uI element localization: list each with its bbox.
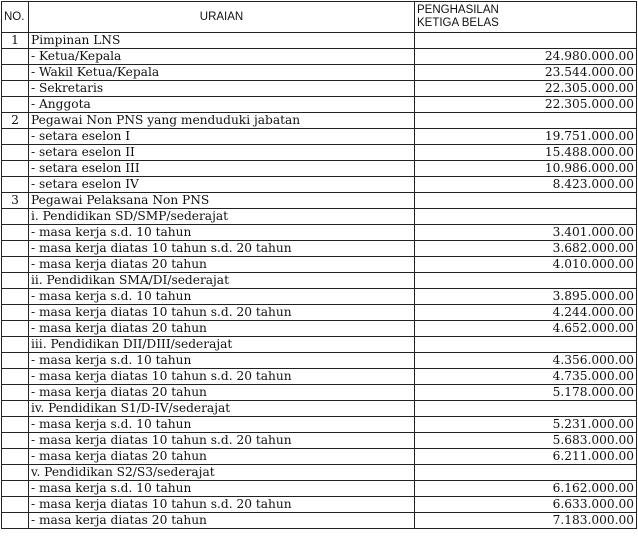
value-cell-empty bbox=[415, 33, 637, 49]
row-value: 22.305.000.00 bbox=[415, 97, 637, 113]
row-label: - masa kerja s.d. 10 tahun bbox=[29, 417, 415, 433]
row-value: 3.401.000.00 bbox=[415, 225, 637, 241]
header-penghasilan-line1: PENGHASILAN bbox=[417, 4, 499, 16]
table-row bbox=[2, 49, 637, 65]
row-label: - masa kerja s.d. 10 tahun bbox=[29, 225, 415, 241]
group-row bbox=[2, 273, 637, 289]
group-title: i. Pendidikan SD/SMP/sederajat bbox=[29, 209, 415, 225]
table-row bbox=[2, 129, 637, 145]
number-cell-empty bbox=[2, 337, 29, 353]
number-cell-empty bbox=[2, 145, 29, 161]
number-cell-empty bbox=[2, 513, 29, 529]
section-row bbox=[2, 33, 637, 49]
row-value: 4.010.000.00 bbox=[415, 257, 637, 273]
table-row bbox=[2, 353, 637, 369]
number-cell-empty bbox=[2, 81, 29, 97]
row-label: - masa kerja diatas 20 tahun bbox=[29, 385, 415, 401]
row-value: 22.305.000.00 bbox=[415, 81, 637, 97]
row-label: - setara eselon IV bbox=[29, 177, 415, 193]
row-value: 19.751.000.00 bbox=[415, 129, 637, 145]
table-row bbox=[2, 97, 637, 113]
number-cell-empty bbox=[2, 497, 29, 513]
table-header-row bbox=[2, 2, 637, 33]
table-row bbox=[2, 497, 637, 513]
section-row bbox=[2, 113, 637, 129]
number-cell-empty bbox=[2, 209, 29, 225]
table-row bbox=[2, 513, 637, 529]
group-title: iv. Pendidikan S1/D-IV/sederajat bbox=[29, 401, 415, 417]
row-label: - masa kerja diatas 10 tahun s.d. 20 tahun bbox=[29, 369, 415, 385]
value-cell-empty bbox=[415, 113, 637, 129]
group-row bbox=[2, 401, 637, 417]
number-cell-empty bbox=[2, 273, 29, 289]
table-row bbox=[2, 385, 637, 401]
row-value: 15.488.000.00 bbox=[415, 145, 637, 161]
row-label: - masa kerja diatas 20 tahun bbox=[29, 321, 415, 337]
table-row bbox=[2, 289, 637, 305]
number-cell-empty bbox=[2, 129, 29, 145]
number-cell-empty bbox=[2, 449, 29, 465]
row-label: - masa kerja diatas 20 tahun bbox=[29, 513, 415, 529]
row-label: - masa kerja s.d. 10 tahun bbox=[29, 353, 415, 369]
row-label: - setara eselon I bbox=[29, 129, 415, 145]
row-value: 10.986.000.00 bbox=[415, 161, 637, 177]
row-value: 3.895.000.00 bbox=[415, 289, 637, 305]
row-value: 5.683.000.00 bbox=[415, 433, 637, 449]
table-row bbox=[2, 65, 637, 81]
section-title: Pimpinan LNS bbox=[29, 33, 415, 49]
value-cell-empty bbox=[415, 401, 637, 417]
number-cell-empty bbox=[2, 465, 29, 481]
number-cell-empty bbox=[2, 161, 29, 177]
table-row bbox=[2, 145, 637, 161]
header-penghasilan-line2: KETIGA BELAS bbox=[417, 17, 499, 29]
row-label: - masa kerja diatas 10 tahun s.d. 20 tahun bbox=[29, 497, 415, 513]
row-label: - Sekretaris bbox=[29, 81, 415, 97]
row-value: 4.244.000.00 bbox=[415, 305, 637, 321]
row-label: - setara eselon II bbox=[29, 145, 415, 161]
table-row bbox=[2, 257, 637, 273]
number-cell-empty bbox=[2, 321, 29, 337]
table-row bbox=[2, 321, 637, 337]
row-label: - masa kerja diatas 20 tahun bbox=[29, 257, 415, 273]
row-label: - Anggota bbox=[29, 97, 415, 113]
table-row bbox=[2, 305, 637, 321]
row-label: - masa kerja s.d. 10 tahun bbox=[29, 289, 415, 305]
number-cell-empty bbox=[2, 289, 29, 305]
row-label: - Wakil Ketua/Kepala bbox=[29, 65, 415, 81]
table-row bbox=[2, 481, 637, 497]
table-row bbox=[2, 417, 637, 433]
number-cell-empty bbox=[2, 433, 29, 449]
number-cell-empty bbox=[2, 305, 29, 321]
table-row bbox=[2, 161, 637, 177]
number-cell-empty bbox=[2, 481, 29, 497]
group-title: ii. Pendidikan SMA/DI/sederajat bbox=[29, 273, 415, 289]
table-row bbox=[2, 241, 637, 257]
group-row bbox=[2, 465, 637, 481]
row-label: - masa kerja s.d. 10 tahun bbox=[29, 481, 415, 497]
row-value: 24.980.000.00 bbox=[415, 49, 637, 65]
row-label: - masa kerja diatas 10 tahun s.d. 20 tahun bbox=[29, 433, 415, 449]
number-cell-empty bbox=[2, 257, 29, 273]
group-row bbox=[2, 209, 637, 225]
number-cell-empty bbox=[2, 353, 29, 369]
number-cell-empty bbox=[2, 241, 29, 257]
number-cell-empty bbox=[2, 369, 29, 385]
header-uraian: URAIAN bbox=[29, 2, 415, 33]
row-value: 4.356.000.00 bbox=[415, 353, 637, 369]
number-cell-empty bbox=[2, 385, 29, 401]
table-row bbox=[2, 81, 637, 97]
row-label: - masa kerja diatas 10 tahun s.d. 20 tahun bbox=[29, 241, 415, 257]
row-value: 6.211.000.00 bbox=[415, 449, 637, 465]
section-number: 1 bbox=[2, 33, 29, 49]
table-row bbox=[2, 433, 637, 449]
salary-table bbox=[1, 1, 637, 529]
value-cell-empty bbox=[415, 209, 637, 225]
number-cell-empty bbox=[2, 417, 29, 433]
group-row bbox=[2, 337, 637, 353]
header-no: NO. bbox=[2, 2, 29, 33]
group-title: iii. Pendidikan DII/DIII/sederajat bbox=[29, 337, 415, 353]
table-row bbox=[2, 369, 637, 385]
header-penghasilan bbox=[415, 2, 637, 33]
row-label: - setara eselon III bbox=[29, 161, 415, 177]
number-cell-empty bbox=[2, 65, 29, 81]
table-row bbox=[2, 225, 637, 241]
number-cell-empty bbox=[2, 49, 29, 65]
group-title: v. Pendidikan S2/S3/sederajat bbox=[29, 465, 415, 481]
row-label: - masa kerja diatas 20 tahun bbox=[29, 449, 415, 465]
row-label: - Ketua/Kepala bbox=[29, 49, 415, 65]
value-cell-empty bbox=[415, 273, 637, 289]
row-value: 4.735.000.00 bbox=[415, 369, 637, 385]
row-value: 23.544.000.00 bbox=[415, 65, 637, 81]
row-value: 6.162.000.00 bbox=[415, 481, 637, 497]
table-row bbox=[2, 177, 637, 193]
section-number: 3 bbox=[2, 193, 29, 209]
number-cell-empty bbox=[2, 401, 29, 417]
row-label: - masa kerja diatas 10 tahun s.d. 20 tahun bbox=[29, 305, 415, 321]
row-value: 7.183.000.00 bbox=[415, 513, 637, 529]
section-row bbox=[2, 193, 637, 209]
number-cell-empty bbox=[2, 225, 29, 241]
number-cell-empty bbox=[2, 97, 29, 113]
row-value: 5.178.000.00 bbox=[415, 385, 637, 401]
value-cell-empty bbox=[415, 337, 637, 353]
value-cell-empty bbox=[415, 193, 637, 209]
number-cell-empty bbox=[2, 177, 29, 193]
section-title: Pegawai Pelaksana Non PNS bbox=[29, 193, 415, 209]
row-value: 3.682.000.00 bbox=[415, 241, 637, 257]
row-value: 6.633.000.00 bbox=[415, 497, 637, 513]
row-value: 4.652.000.00 bbox=[415, 321, 637, 337]
value-cell-empty bbox=[415, 465, 637, 481]
table-row bbox=[2, 449, 637, 465]
section-number: 2 bbox=[2, 113, 29, 129]
section-title: Pegawai Non PNS yang menduduki jabatan bbox=[29, 113, 415, 129]
table-body bbox=[2, 33, 637, 529]
row-value: 8.423.000.00 bbox=[415, 177, 637, 193]
row-value: 5.231.000.00 bbox=[415, 417, 637, 433]
